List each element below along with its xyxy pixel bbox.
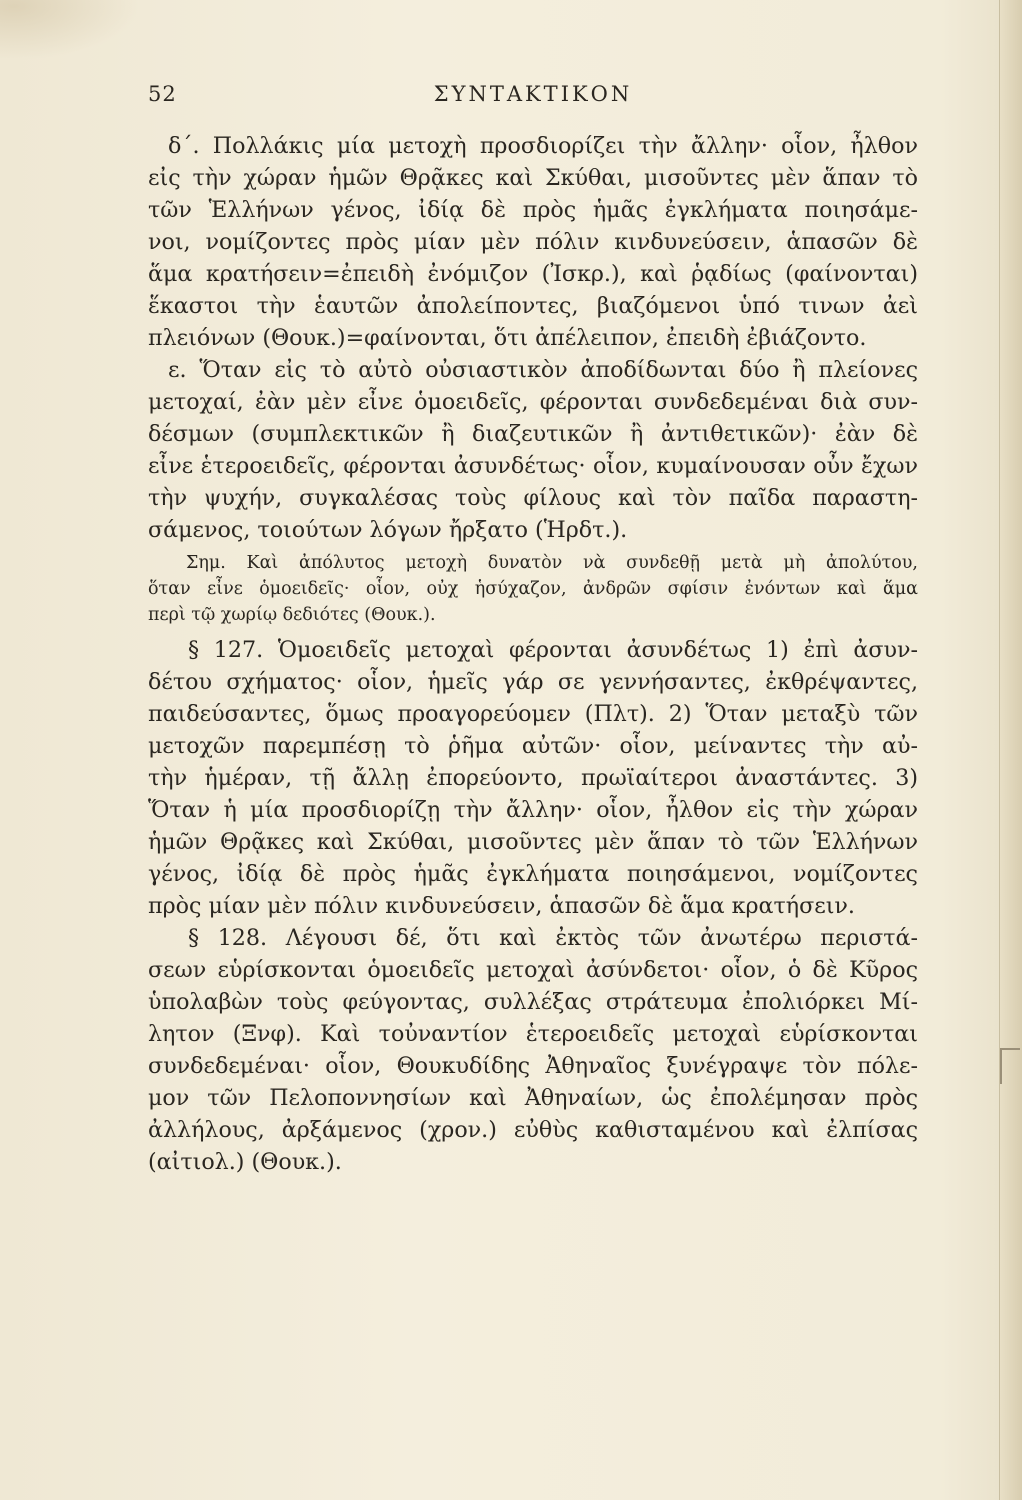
text-line: πλειόνων (Θουκ.)=φαίνονται, ὅτι ἀπέλειπον, ἐπειδὴ ἐβιάζοντο.	[148, 325, 867, 351]
text-line: § 128. Λέγουσι δέ, ὅτι καὶ ἐκτὸς τῶν ἀνωτέρω περιστά-	[188, 925, 918, 951]
page-body	[148, 130, 918, 1178]
text-line: ἅμα κρατήσειν=ἐπειδὴ ἐνόμιζον (Ἰσκρ.), καὶ ῥᾳδίως (φαίνονται)	[148, 261, 918, 287]
text-line: σάμενος, τοιούτων λόγων ἤρξατο (Ἡρδτ.).	[148, 517, 628, 543]
text-line: (αἰτιολ.) (Θουκ.).	[148, 1149, 342, 1175]
text-line: μετοχαί, ἐὰν μὲν εἶνε ὁμοειδεῖς, φέρονται συνδεδεμέναι διὰ συν-	[148, 389, 918, 415]
note-line: ὅταν εἶνε ὁμοειδεῖς· οἷον, οὐχ ἡσύχαζον, ἀνδρῶν σφίσιν ἐνόντων καὶ ἅμα	[148, 579, 918, 599]
text-line: ἡμῶν Θρᾷκες καὶ Σκύθαι, μισοῦντες μὲν ἅπαν τὸ τῶν Ἑλλήνων	[148, 829, 918, 855]
paragraph-delta	[148, 130, 918, 354]
text-line: νοι, νομίζοντες πρὸς μίαν μὲν πόλιν κινδυνεύσειν, ἁπασῶν δὲ	[148, 229, 918, 255]
text-line: § 127. Ὁμοειδεῖς μετοχαὶ φέρονται ἀσυνδέτως 1) ἐπὶ ἀσυν-	[188, 637, 918, 663]
text-line: ε. Ὅταν εἰς τὸ αὐτὸ οὐσιαστικὸν ἀποδίδωνται δύο ἢ πλείονες	[168, 357, 918, 383]
note-line: Σημ. Καὶ ἀπόλυτος μετοχὴ δυνατὸν νὰ συνδεθῇ μετὰ μὴ ἀπολύτου,	[186, 553, 918, 573]
text-line: ἕκαστοι τὴν ἑαυτῶν ἀπολείποντες, βιαζόμενοι ὑπό τινων ἀεὶ	[148, 293, 918, 319]
text-line: παιδεύσαντες, ὅμως προαγορεύομεν (Πλτ). 2) Ὅταν μεταξὺ τῶν	[148, 701, 918, 727]
text-line: μετοχῶν παρεμπέσῃ τὸ ῥῆμα αὐτῶν· οἷον, μείναντες τὴν αὐ-	[148, 733, 918, 759]
text-line: εἰς τὴν χώραν ἡμῶν Θρᾷκες καὶ Σκύθαι, μισοῦντες μὲν ἅπαν τὸ	[148, 165, 918, 191]
paragraph-128	[148, 922, 918, 1178]
text-line: πρὸς μίαν μὲν πόλιν κινδυνεύσειν, ἁπασῶν δὲ ἅμα κρατήσειν.	[148, 893, 855, 919]
text-line: ὑπολαβὼν τοὺς φεύγοντας, συλλέξας στράτευμα ἐπολιόρκει Μί-	[148, 989, 918, 1015]
text-line: δέτου σχήματος· οἷον, ἡμεῖς γάρ σε γεννήσαντες, ἐκθρέψαντες,	[148, 669, 918, 695]
paragraph-127	[148, 634, 918, 922]
text-line: σεων εὑρίσκονται ὁμοειδεῖς μετοχαὶ ἀσύνδετοι· οἷον, ὁ δὲ Κῦρος	[148, 957, 918, 983]
text-line: γένος, ἰδίᾳ δὲ πρὸς ἡμᾶς ἐγκλήματα ποιησάμενοι, νομίζοντες	[148, 861, 918, 887]
text-line: λητον (Ξνφ). Καὶ τοὐναντίον ἑτεροειδεῖς μετοχαὶ εὑρίσκονται	[148, 1021, 918, 1047]
note-line: περὶ τῷ χωρίῳ δεδιότες (Θουκ.).	[148, 605, 436, 625]
paragraph-epsilon	[148, 354, 918, 546]
text-line: ἀλλήλους, ἀρξάμενος (χρον.) εὐθὺς καθισταμένου καὶ ἐλπίσας	[148, 1117, 918, 1143]
text-line: τὴν ψυχήν, συγκαλέσας τοὺς φίλους καὶ τὸν παῖδα παραστη-	[148, 485, 918, 511]
text-line: τὴν ἡμέραν, τῇ ἄλλῃ ἐπορεύοντο, πρωϊαίτεροι ἀναστάντες. 3)	[148, 765, 918, 791]
note-block	[148, 550, 918, 628]
text-line: δέσμων (συμπλεκτικῶν ἢ διαζευτικῶν ἢ ἀντιθετικῶν)· ἐὰν δὲ	[148, 421, 918, 447]
page-number: 52	[148, 82, 177, 106]
text-line: Ὅταν ἡ μία προσδιορίζῃ τὴν ἄλλην· οἷον, ἦλθον εἰς τὴν χώραν	[148, 797, 918, 823]
text-line: συνδεδεμέναι· οἷον, Θουκυδίδης Ἀθηναῖος ξυνέγραψε τὸν πόλε-	[148, 1053, 918, 1079]
text-line: δ΄. Πολλάκις μία μετοχὴ προσδιορίζει τὴν ἄλλην· οἷον, ἦλθον	[168, 133, 918, 159]
page-edge	[999, 0, 1022, 1500]
text-line: μον τῶν Πελοποννησίων καὶ Ἀθηναίων, ὡς ἐπολέμησαν πρὸς	[148, 1085, 918, 1111]
paper-stain	[0, 0, 140, 60]
running-title: ΣΥΝΤΑΚΤΙΚΟΝ	[433, 82, 633, 106]
text-line: εἶνε ἑτεροειδεῖς, φέρονται ἀσυνδέτως· οἷον, κυμαίνουσαν οὖν ἔχων	[148, 453, 918, 479]
text-line: τῶν Ἑλλήνων γένος, ἰδίᾳ δὲ πρὸς ἡμᾶς ἐγκλήματα ποιησάμε-	[148, 197, 918, 223]
page-header	[148, 78, 918, 118]
margin-bracket-mark	[1000, 1048, 1020, 1084]
